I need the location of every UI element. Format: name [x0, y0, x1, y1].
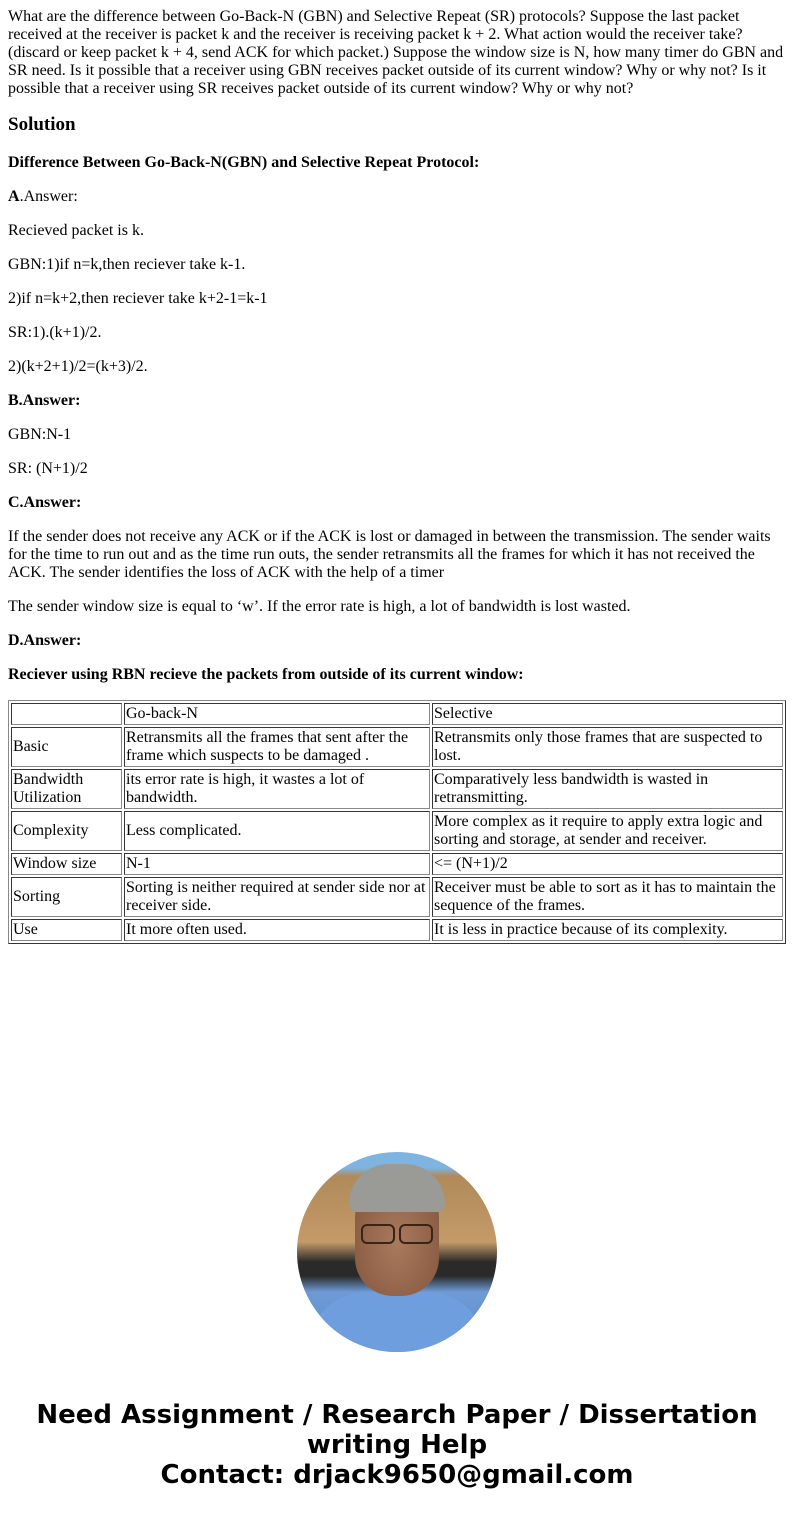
promo-line-1: Need Assignment / Research Paper / Dissertation [36, 1400, 758, 1430]
question-text: What are the difference between Go-Back-N (GBN) and Selective Repeat (SR) protocols? Suppose the last packet received at the receiver is packet k and the receiver is receiving packet k + 2. What action would the receiver take? (discard or keep packet k + 4, send ACK for which packet.) Suppose the window size is N, how many timer do GBN and SR need. Is it possible that a receiver using GBN receives packet outside of its current window? Why or why not? Is it possible that a receiver using SR receives packet outside of its current window? Why or why not? [8, 8, 784, 97]
avatar-glasses-shape [361, 1224, 433, 1242]
table-cell: More complex as it require to apply extra logic and sorting and storage, at sender and receiver. [432, 811, 783, 851]
table-cell: It more often used. [124, 919, 430, 941]
table-cell: Use [11, 919, 122, 941]
table-header-cell: Go-back-N [124, 703, 430, 725]
table-row [11, 769, 783, 809]
table-cell: N-1 [124, 853, 430, 875]
table-cell: Bandwidth Utilization [11, 769, 122, 809]
table-cell: Basic [11, 727, 122, 767]
part-a-label [8, 188, 786, 206]
table-cell: <= (N+1)/2 [432, 853, 783, 875]
table-header-cell [11, 703, 122, 725]
avatar-shirt-shape [307, 1292, 487, 1352]
table-cell: Receiver must be able to sort as it has to maintain the sequence of the frames. [432, 877, 783, 917]
part-d-label: D.Answer: [8, 632, 82, 649]
promo-line-2: writing Help [306, 1430, 488, 1460]
part-b-label: B.Answer: [8, 392, 81, 409]
part-c-paragraph: The sender window size is equal to ‘w’. If the error rate is high, a lot of bandwidth is lost wasted. [8, 598, 631, 615]
avatar [297, 1152, 497, 1352]
table-cell: Complexity [11, 811, 122, 851]
part-c-paragraph: If the sender does not receive any ACK or if the ACK is lost or damaged in between the transmission. The sender waits for the time to run out and as the time run outs, the sender retransmits all the frames for which it has not received the ACK. The sender identifies the loss of ACK with the help of a timer [8, 528, 771, 581]
part-a-line: 2)(k+2+1)/2=(k+3)/2. [8, 358, 148, 375]
solution-title: Solution [8, 114, 76, 135]
table-cell: its error rate is high, it wastes a lot of bandwidth. [124, 769, 430, 809]
table-cell: Sorting is neither required at sender side nor at receiver side. [124, 877, 430, 917]
part-d-heading: Reciever using RBN recieve the packets from outside of its current window: [8, 666, 524, 683]
table-row [11, 811, 783, 851]
table-cell: Less complicated. [124, 811, 430, 851]
table-row [11, 919, 783, 941]
solution-subtitle: Difference Between Go-Back-N(GBN) and Selective Repeat Protocol: [8, 154, 480, 171]
part-a-line: 2)if n=k+2,then reciever take k+2-1=k-1 [8, 290, 268, 307]
table-cell: It is less in practice because of its complexity. [432, 919, 783, 941]
part-b-line: GBN:N-1 [8, 426, 72, 443]
comparison-table [8, 700, 786, 944]
promo-section [0, 1152, 794, 1490]
table-row [11, 727, 783, 767]
table-header-cell: Selective [432, 703, 783, 725]
part-a-letter: A [8, 188, 20, 205]
table-row [11, 853, 783, 875]
promo-contact: Contact: drjack9650@gmail.com [160, 1460, 634, 1490]
part-b-line: SR: (N+1)/2 [8, 460, 88, 477]
part-a-line: Recieved packet is k. [8, 222, 144, 239]
part-a-line: SR:1).(k+1)/2. [8, 324, 102, 341]
table-cell: Sorting [11, 877, 122, 917]
part-a-label-rest: .Answer: [19, 188, 78, 205]
table-cell: Retransmits all the frames that sent after the frame which suspects to be damaged . [124, 727, 430, 767]
table-cell: Window size [11, 853, 122, 875]
table-cell: Retransmits only those frames that are suspected to lost. [432, 727, 783, 767]
part-a-line: GBN:1)if n=k,then reciever take k-1. [8, 256, 246, 273]
table-cell: Comparatively less bandwidth is wasted in retransmitting. [432, 769, 783, 809]
promo-text [0, 1400, 794, 1490]
table-row [11, 877, 783, 917]
table-header-row [11, 703, 783, 725]
avatar-hair-shape [349, 1164, 445, 1212]
part-c-label: C.Answer: [8, 494, 82, 511]
